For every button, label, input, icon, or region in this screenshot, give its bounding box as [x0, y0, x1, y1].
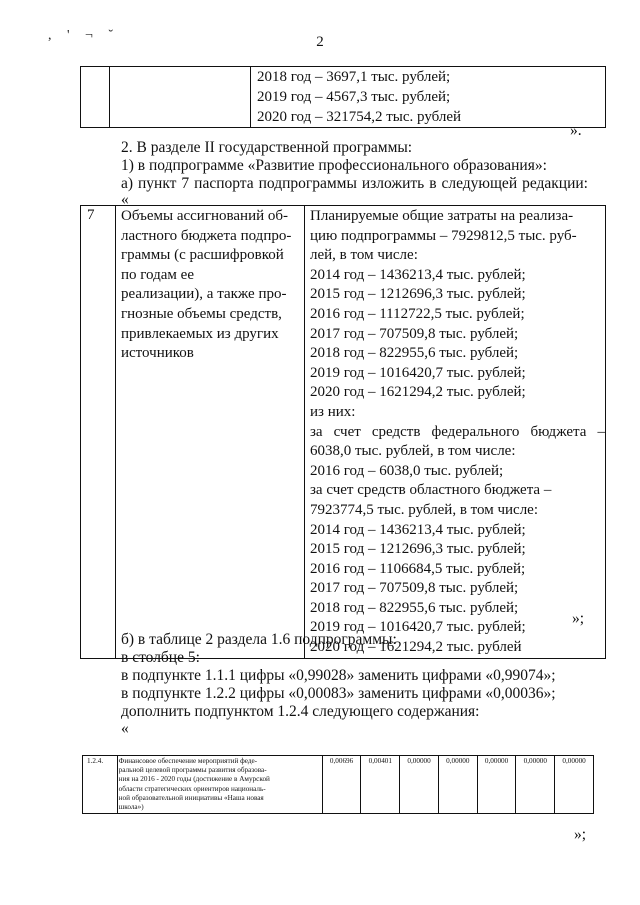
content-line: лей, в том числе: — [310, 247, 418, 264]
section-b-item: в подпункте 1.1.1 цифры «0,99028» заменить цифрами «0,99074»; — [121, 667, 556, 684]
section-b-item: дополнить подпунктом 1.2.4 следующего содержания: — [121, 703, 480, 720]
section-instruction: а) пункт 7 паспорта подпрограммы изложить в следующей редакции: — [121, 175, 588, 192]
content-line: 2015 год – 1212696,3 тыс. рублей; — [310, 541, 526, 558]
value-cell: 0,00000 — [477, 756, 516, 814]
content-line: за счет средств областного бюджета – — [310, 482, 552, 499]
content-line: 2016 год – 1106684,5 тыс. рублей; — [310, 560, 526, 577]
open-quote: « — [121, 720, 129, 737]
content-line: за счет средств федерального бюджета – — [310, 423, 605, 440]
section-b-column: в столбце 5: — [121, 649, 200, 666]
content-line: 2016 год – 6038,0 тыс. рублей; — [310, 462, 504, 479]
desc-line: школа») — [118, 803, 144, 812]
label-line: гнозные объемы средств, — [121, 305, 282, 322]
value-cell: 0,00000 — [438, 756, 477, 814]
year-line: 2018 год – 3697,1 тыс. рублей; — [257, 69, 451, 85]
content-line: 2018 год – 822955,6 тыс. рублей; — [310, 599, 519, 616]
desc-line: области стратегических ориентиров националь- — [118, 784, 266, 793]
content-line: 2017 год – 707509,8 тыс. рублей; — [310, 580, 519, 597]
content-line: 7923774,5 тыс. рублей, в том числе: — [310, 501, 539, 518]
content-line: цию подпрограммы – 7929812,5 тыс. руб- — [310, 227, 577, 244]
row-label — [116, 206, 305, 659]
value-cell: 0,00000 — [400, 756, 439, 814]
section-subheading: 1) в подпрограмме «Развитие профессионального образования»: — [121, 157, 547, 174]
row-number: 7 — [81, 206, 116, 659]
passport-table — [80, 205, 606, 659]
desc-line: ной образовательной инициативы «Наша новая — [118, 793, 264, 802]
content-line: из них: — [310, 403, 356, 420]
label-line: по годам ее — [121, 266, 194, 283]
year-line: 2019 год – 4567,3 тыс. рублей; — [257, 89, 451, 105]
desc-line: Финансовое обеспечение мероприятий феде- — [118, 757, 258, 765]
content-line: 6038,0 тыс. рублей, в том числе: — [310, 443, 516, 460]
row-number: 1.2.4. — [83, 756, 118, 814]
label-line: граммы (с расшифровкой — [121, 247, 284, 264]
label-line: ластного бюджета подпро- — [121, 227, 292, 244]
content-line: 2019 год – 1016420,7 тыс. рублей; — [310, 364, 526, 381]
indicator-table — [82, 755, 594, 814]
content-line: 2018 год – 822955,6 тыс. рублей; — [310, 345, 519, 362]
value-cell: 0,00696 — [322, 756, 361, 814]
table-row — [83, 756, 594, 814]
label-line: источников — [121, 345, 194, 362]
value-cell: 0,00000 — [555, 756, 594, 814]
table-cell-empty — [110, 67, 251, 128]
year-line: 2020 год – 321754,2 тыс. рублей — [257, 109, 462, 125]
section-b-heading: б) в таблице 2 раздела 1.6 подпрограммы: — [121, 631, 397, 648]
section-heading: 2. В разделе II государственной программы: — [121, 139, 413, 156]
label-line: реализации), а также про- — [121, 286, 287, 303]
closing-quote: »; — [574, 826, 587, 843]
table-cell-empty — [81, 67, 110, 128]
content-line: 2020 год – 1621294,2 тыс. рублей; — [310, 384, 526, 401]
margin-marks: , ' ¬ ˘ — [48, 28, 120, 43]
value-cell: 0,00401 — [361, 756, 400, 814]
table-row — [81, 206, 606, 659]
content-line: 2019 год – 1016420,7 тыс. рублей; — [310, 619, 526, 636]
content-line: 2017 год – 707509,8 тыс. рублей; — [310, 325, 519, 342]
content-line: Планируемые общие затраты на реализа- — [310, 208, 574, 224]
closing-quote: ». — [570, 122, 582, 139]
row-content — [305, 206, 606, 659]
top-table-fragment — [80, 66, 606, 128]
open-quote: « — [121, 191, 129, 208]
content-line: 2020 год – 1621294,2 тыс. рублей — [310, 639, 522, 656]
label-line: привлекаемых из других — [121, 325, 279, 342]
table-cell-years — [251, 67, 606, 128]
section-b-item: в подпункте 1.2.2 цифры «0,00083» заменить цифрами «0,00036»; — [121, 685, 556, 702]
desc-line: ния на 2016 - 2020 годы (достижение в Амурской — [118, 775, 270, 784]
closing-quote: »; — [572, 610, 585, 627]
row-description — [117, 756, 322, 814]
page-number: 2 — [316, 34, 324, 50]
desc-line: ральной целевой программы развития образова- — [118, 766, 267, 775]
content-line: 2016 год – 1112722,5 тыс. рублей; — [310, 305, 525, 322]
content-line: 2014 год – 1436213,4 тыс. рублей; — [310, 521, 526, 538]
label-line: Объемы ассигнований об- — [121, 208, 289, 224]
content-line: 2015 год – 1212696,3 тыс. рублей; — [310, 286, 526, 303]
content-line: 2014 год – 1436213,4 тыс. рублей; — [310, 266, 526, 283]
value-cell: 0,00000 — [516, 756, 555, 814]
table-row — [81, 67, 606, 128]
